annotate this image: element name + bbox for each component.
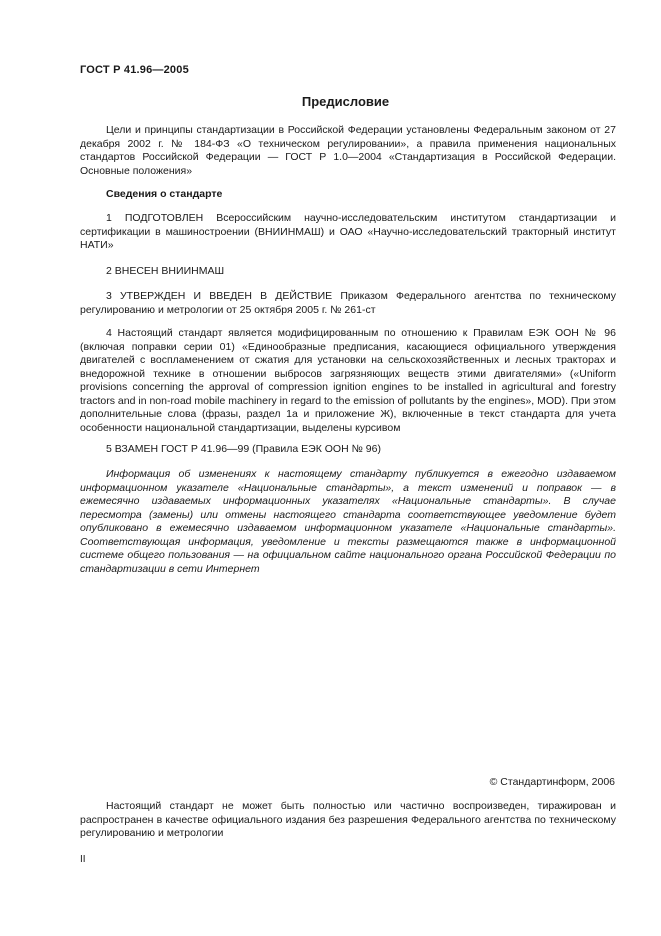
page-title: Предисловие [301, 94, 390, 109]
changes-note: Информация об изменениях к настоящему стандарту публикуется в ежегодно издаваемом информационном указателе «Национальные стандарты», а текст изменений и поправок — в ежемесячно издаваемых информационных указателях «Национальные стандарты». В случае пересмотра (замены) или отмены настоящего стандарта соответствующее уведомление будет опубликовано в ежемесячно издаваемом информационном указателе «Национальные стандарты». Соответствующая информация, уведомление и тексты размещаются также в информационной системе общего пользования — на официальном сайте национального органа Российской Федерации по стандартизации в сети Интернет [80, 468, 616, 575]
item-2-introduced: 2 ВНЕСЕН ВНИИНМАШ [106, 265, 225, 277]
page-number: II [80, 854, 86, 865]
item-5-replaces: 5 ВЗАМЕН ГОСТ Р 41.96—99 (Правила ЕЭК ООН № 96) [106, 443, 381, 455]
item-4-modification: 4 Настоящий стандарт является модифицированным по отношению к Правилам ЕЭК ООН № 96 (включая поправки серии 01) «Единообразные предписания, касающиеся официального утверждения двигателей с воспламенением от сжатия для установки на сельскохозяйственных и лесных тракторах и внедорожной технике в отношении выбросов загрязняющих веществ этими двигателями» («Uniform provisions concerning the approval of compression ignition engines to be installed in agricultural and forestry tractors and in non-road mobile machinery in regard to the emission of pollutants by the engines», MOD). При этом дополнительные слова (фразы, раздел 1а и приложение Ж), включенные в текст стандарта для учета особенности национальной стандартизации, выделены курсивом [80, 327, 616, 434]
intro-paragraph: Цели и принципы стандартизации в Российской Федерации установлены Федеральным законом от 27 декабря 2002 г. № 184-ФЗ «О техническом регулировании», а правила применения национальных стандартов Российской Федерации — ГОСТ Р 1.0—2004 «Стандартизация в Российской Федерации. Основные положения» [80, 124, 616, 177]
document-code-header: ГОСТ Р 41.96—2005 [80, 64, 189, 76]
item-1-prepared: 1 ПОДГОТОВЛЕН Всероссийским научно-исследовательским институтом стандартизации и сертификации в машиностроении (ВНИИНМАШ) и ОАО «Научно-исследовательский тракторный институт НАТИ» [80, 212, 616, 251]
info-heading: Сведения о стандарте [106, 188, 223, 200]
copyright: © Стандартинформ, 2006 [489, 776, 615, 788]
item-3-approved: 3 УТВЕРЖДЕН И ВВЕДЕН В ДЕЙСТВИЕ Приказом Федерального агентства по техническому регулированию и метрологии от 25 октября 2005 г. № 261-ст [80, 290, 616, 316]
reproduction-notice: Настоящий стандарт не может быть полностью или частично воспроизведен, тиражирован и распространен в качестве официального издания без разрешения Федерального агентства по техническому регулированию и метрологии [80, 800, 616, 839]
